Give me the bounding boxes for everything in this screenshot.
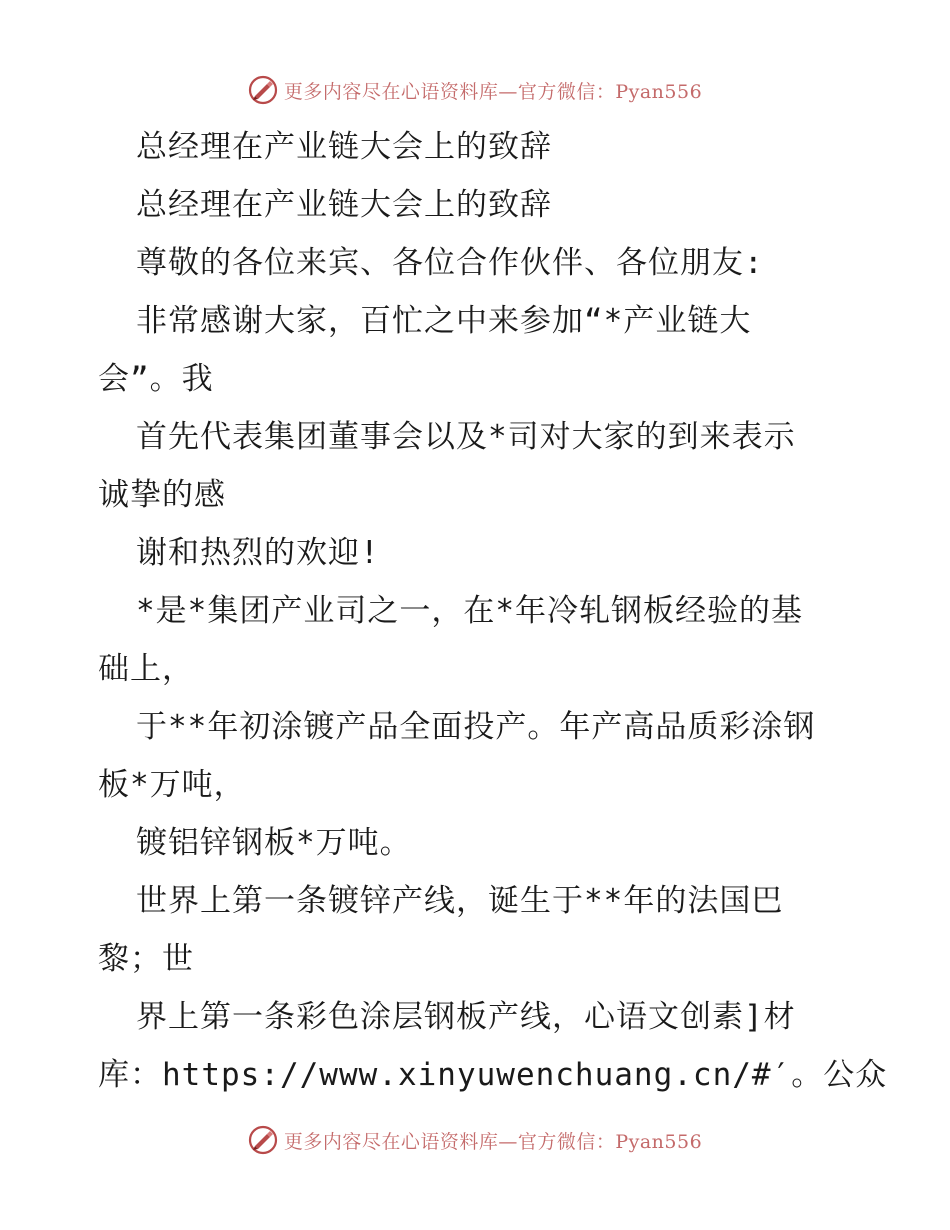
pen-logo-icon — [248, 1125, 278, 1155]
text-line: 谢和热烈的欢迎! — [136, 535, 380, 571]
text-line: 会”。我 — [98, 361, 214, 397]
pen-logo-icon — [248, 75, 278, 105]
text-line: 库：https://www.xinyuwenchuang.cn/#′。公众 — [98, 1057, 888, 1093]
text-line: 尊敬的各位来宾、各位合作伙伴、各位朋友: — [136, 245, 764, 281]
text-line: 非常感谢大家，百忙之中来参加“*产业链大 — [136, 303, 752, 339]
text-line: 黎；世 — [98, 941, 194, 977]
text-line: 首先代表集团董事会以及*司对大家的到来表示 — [136, 419, 796, 455]
text-line: 世界上第一条镀锌产线，诞生于**年的法国巴 — [136, 883, 784, 919]
text-line: 板*万吨， — [98, 767, 246, 803]
text-line: *是*集团产业司之一，在*年冷轧钢板经验的基 — [136, 593, 803, 629]
text-line: 总经理在产业链大会上的致辞 — [136, 187, 552, 223]
footer-watermark — [0, 1120, 950, 1160]
watermark-text: 更多内容尽在心语资料库—官方微信：Pyan556 — [283, 1130, 703, 1153]
text-line: 镀铝锌钢板*万吨。 — [136, 825, 412, 861]
text-line: 础上， — [98, 651, 194, 687]
text-line: 界上第一条彩色涂层钢板产线，心语文创素]材 — [136, 999, 796, 1035]
text-line: 于**年初涂镀产品全面投产。年产高品质彩涂钢 — [136, 709, 816, 745]
header-watermark — [0, 70, 950, 110]
document-body — [98, 118, 898, 1104]
watermark-text: 更多内容尽在心语资料库—官方微信：Pyan556 — [283, 80, 703, 103]
text-line: 总经理在产业链大会上的致辞 — [136, 129, 552, 165]
text-line: 诚挚的感 — [98, 477, 226, 513]
